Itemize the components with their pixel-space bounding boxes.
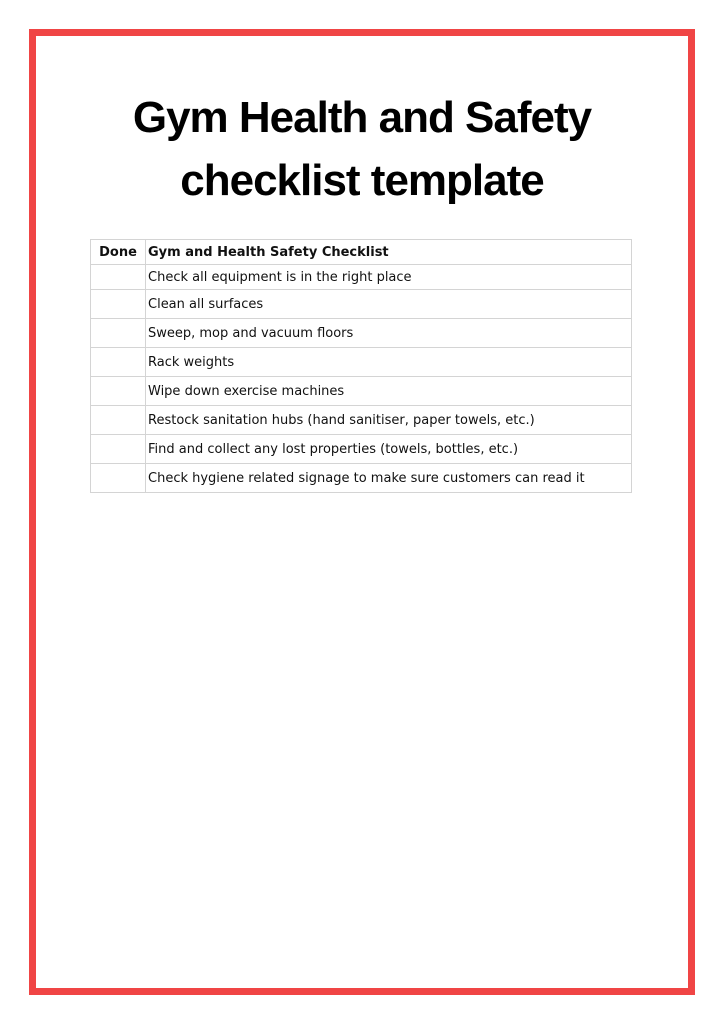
page-title bbox=[36, 86, 688, 212]
table-row bbox=[91, 348, 632, 377]
page-title-line-2: checklist template bbox=[180, 156, 544, 205]
table-row bbox=[91, 435, 632, 464]
task-cell: Rack weights bbox=[146, 348, 632, 377]
checklist-table bbox=[90, 239, 632, 493]
done-checkbox-cell[interactable] bbox=[91, 265, 146, 290]
task-cell: Clean all surfaces bbox=[146, 290, 632, 319]
table-row bbox=[91, 319, 632, 348]
page-title-line-1: Gym Health and Safety bbox=[132, 93, 592, 142]
done-checkbox-cell[interactable] bbox=[91, 290, 146, 319]
task-cell: Check hygiene related signage to make sure customers can read it bbox=[146, 464, 632, 493]
task-cell: Check all equipment is in the right place bbox=[146, 265, 632, 290]
table-row bbox=[91, 406, 632, 435]
done-checkbox-cell[interactable] bbox=[91, 435, 146, 464]
table-header-row bbox=[91, 240, 632, 265]
done-checkbox-cell[interactable] bbox=[91, 377, 146, 406]
done-checkbox-cell[interactable] bbox=[91, 348, 146, 377]
page-border-frame bbox=[29, 29, 695, 995]
done-column-header: Done bbox=[91, 240, 146, 265]
table-row bbox=[91, 464, 632, 493]
done-checkbox-cell[interactable] bbox=[91, 319, 146, 348]
done-checkbox-cell[interactable] bbox=[91, 464, 146, 493]
task-cell: Find and collect any lost properties (towels, bottles, etc.) bbox=[146, 435, 632, 464]
task-cell: Sweep, mop and vacuum floors bbox=[146, 319, 632, 348]
done-checkbox-cell[interactable] bbox=[91, 406, 146, 435]
table-row bbox=[91, 265, 632, 290]
table-row bbox=[91, 377, 632, 406]
task-cell: Restock sanitation hubs (hand sanitiser, paper towels, etc.) bbox=[146, 406, 632, 435]
task-column-header: Gym and Health Safety Checklist bbox=[146, 240, 632, 265]
task-cell: Wipe down exercise machines bbox=[146, 377, 632, 406]
table-row bbox=[91, 290, 632, 319]
